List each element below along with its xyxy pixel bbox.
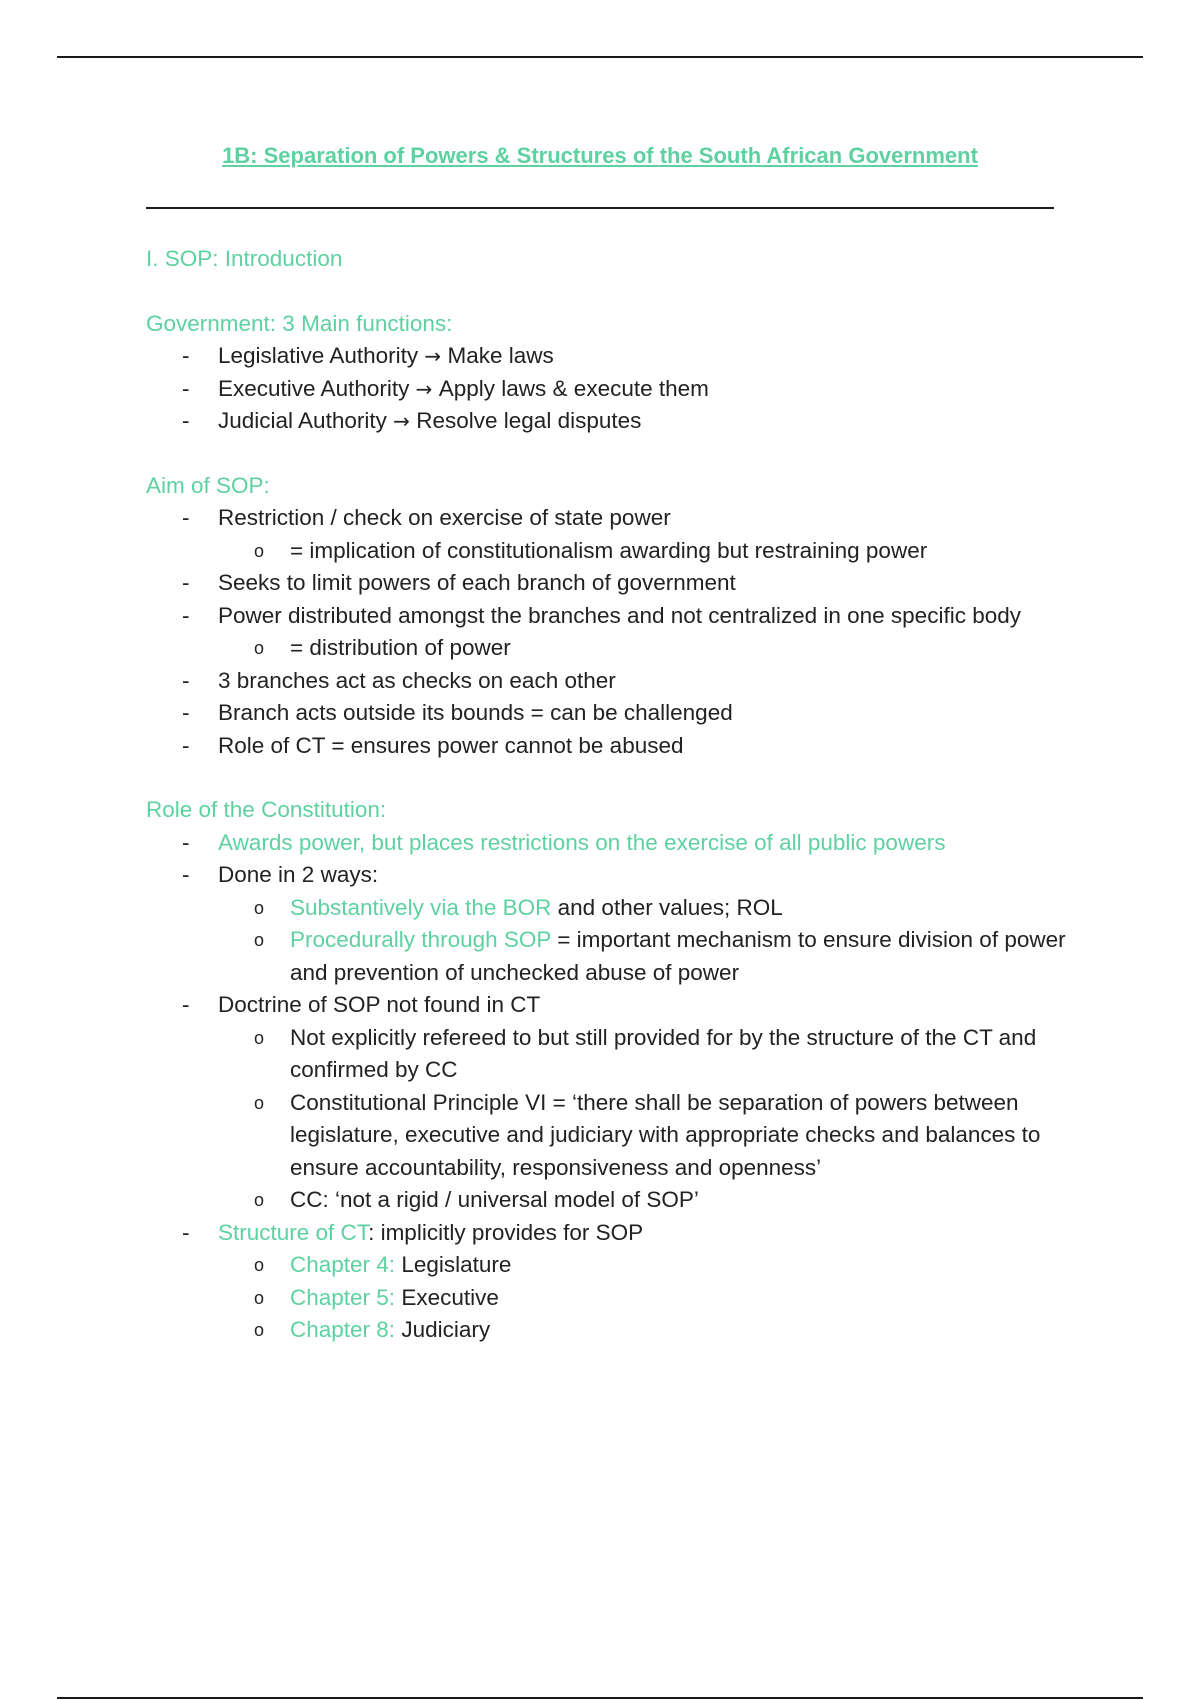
dash-bullet: - bbox=[182, 992, 190, 1017]
sub-list-item bbox=[146, 924, 1066, 989]
chapter-value: Judiciary bbox=[395, 1317, 491, 1342]
circle-bullet: o bbox=[254, 1287, 265, 1308]
list-item-text: = implication of constitutionalism awarding but restraining power bbox=[290, 537, 928, 563]
list-item-text: CC: ‘not a rigid / universal model of SOP’ bbox=[290, 1187, 699, 1212]
list-item bbox=[146, 502, 1066, 535]
list-item-text: = important mechanism to ensure division of power and prevention of unchecked abuse of power bbox=[290, 927, 1066, 985]
document-title: 1B: Separation of Powers & Structures of the South African Government bbox=[222, 143, 978, 168]
circle-bullet: o bbox=[254, 1255, 265, 1275]
circle-bullet: o bbox=[254, 638, 265, 658]
arrow-right-icon: → bbox=[424, 344, 448, 368]
chapter-label: Chapter 4: bbox=[290, 1252, 396, 1277]
highlight-text: Structure of CT bbox=[218, 1219, 369, 1245]
list-item bbox=[146, 859, 1066, 892]
list-item bbox=[146, 1217, 1066, 1250]
circle-bullet: o bbox=[254, 1027, 265, 1048]
sub-list-item bbox=[146, 892, 1066, 925]
chapter-value: Executive bbox=[395, 1284, 499, 1310]
list-item bbox=[146, 340, 1066, 373]
dash-bullet: - bbox=[182, 700, 190, 725]
list-item bbox=[146, 600, 1066, 633]
list-item-text: Seeks to limit powers of each branch of government bbox=[218, 570, 736, 595]
dash-bullet: - bbox=[182, 375, 190, 401]
list-item-text: Constitutional Principle VI = ‘there shall be separation of powers between legislature, executive and judiciary with appropriate checks and balances to ensure accountability, responsiveness and openness’ bbox=[290, 1089, 1041, 1180]
circle-bullet: o bbox=[254, 540, 265, 561]
sub-list-item bbox=[146, 1314, 1066, 1347]
list-item bbox=[146, 405, 1066, 438]
aim-heading: Aim of SOP: bbox=[146, 472, 270, 498]
document-body bbox=[146, 243, 1066, 1347]
list-item-text: Power distributed amongst the branches and not centralized in one specific body bbox=[218, 602, 1021, 628]
dash-bullet: - bbox=[182, 862, 190, 887]
circle-bullet: o bbox=[254, 1092, 265, 1113]
dash-bullet: - bbox=[182, 732, 190, 758]
list-item bbox=[146, 373, 1066, 406]
circle-bullet: o bbox=[254, 1190, 265, 1210]
dash-bullet: - bbox=[182, 408, 190, 433]
list-item-text: Done in 2 ways: bbox=[218, 862, 379, 887]
chapter-label: Chapter 5: bbox=[290, 1284, 396, 1310]
dash-bullet: - bbox=[182, 570, 190, 595]
list-item bbox=[146, 665, 1066, 698]
circle-bullet: o bbox=[254, 930, 265, 950]
page-bottom-rule bbox=[57, 1697, 1143, 1699]
list-item-text: Branch acts outside its bounds = can be challenged bbox=[218, 700, 733, 725]
dash-bullet: - bbox=[182, 829, 190, 855]
section-heading: I. SOP: Introduction bbox=[146, 246, 343, 271]
dash-bullet: - bbox=[182, 343, 190, 368]
page-top-rule bbox=[57, 56, 1143, 58]
list-item-text: = distribution of power bbox=[290, 635, 511, 660]
highlight-text: Procedurally through SOP bbox=[290, 927, 551, 952]
sub-list-item bbox=[146, 1249, 1066, 1282]
constitution-list bbox=[146, 827, 1066, 1347]
title-divider bbox=[146, 207, 1054, 209]
list-item bbox=[146, 827, 1066, 860]
list-item-text: : implicitly provides for SOP bbox=[368, 1219, 644, 1245]
list-item bbox=[146, 697, 1066, 730]
dash-bullet: - bbox=[182, 505, 190, 530]
constitution-heading: Role of the Constitution: bbox=[146, 797, 387, 822]
list-item-text: 3 branches act as checks on each other bbox=[218, 667, 616, 693]
list-item bbox=[146, 730, 1066, 763]
circle-bullet: o bbox=[254, 897, 265, 918]
list-item-text: Doctrine of SOP not found in CT bbox=[218, 992, 541, 1017]
function-name: Executive Authority bbox=[218, 375, 410, 401]
list-item-text: Not explicitly refereed to but still provided for by the structure of the CT and confirmed by CC bbox=[290, 1024, 1037, 1082]
function-name: Legislative Authority bbox=[218, 343, 419, 368]
government-heading: Government: 3 Main functions: bbox=[146, 310, 453, 336]
list-item-text: and other values; ROL bbox=[551, 894, 783, 920]
dash-bullet: - bbox=[182, 1219, 190, 1245]
chapter-label: Chapter 8: bbox=[290, 1317, 396, 1342]
sub-list-item bbox=[146, 535, 1066, 568]
list-item-text: Role of CT = ensures power cannot be abused bbox=[218, 732, 684, 758]
list-item bbox=[146, 989, 1066, 1022]
function-description: Apply laws & execute them bbox=[438, 375, 709, 401]
sub-list-item bbox=[146, 1087, 1066, 1185]
sub-list-item bbox=[146, 1022, 1066, 1087]
sub-list-item bbox=[146, 632, 1066, 665]
sub-list-item bbox=[146, 1184, 1066, 1217]
list-item-text: Awards power, but places restrictions on the exercise of all public powers bbox=[218, 829, 946, 855]
circle-bullet: o bbox=[254, 1320, 265, 1340]
dash-bullet: - bbox=[182, 667, 190, 693]
sub-list-item bbox=[146, 1282, 1066, 1315]
arrow-right-icon: → bbox=[393, 409, 417, 433]
function-description: Make laws bbox=[447, 343, 554, 368]
aim-list bbox=[146, 502, 1066, 762]
highlight-text: Substantively via the BOR bbox=[290, 894, 552, 920]
chapter-value: Legislature bbox=[395, 1252, 512, 1277]
list-item-text: Restriction / check on exercise of state power bbox=[218, 505, 671, 530]
government-functions-list bbox=[146, 340, 1066, 438]
dash-bullet: - bbox=[182, 602, 190, 628]
list-item bbox=[146, 567, 1066, 600]
arrow-right-icon: → bbox=[415, 376, 439, 401]
function-name: Judicial Authority bbox=[218, 408, 387, 433]
function-description: Resolve legal disputes bbox=[416, 408, 642, 433]
